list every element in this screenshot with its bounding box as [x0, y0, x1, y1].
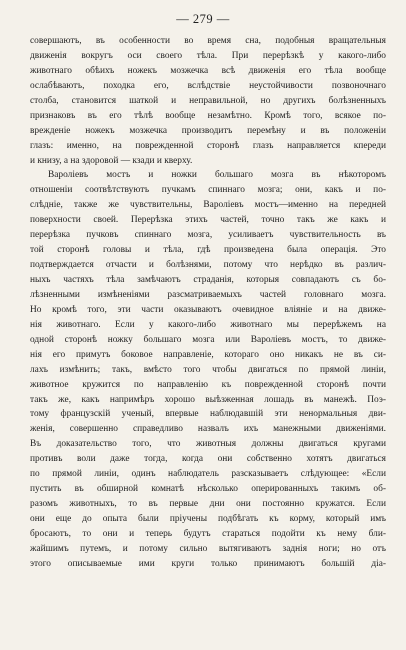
text-line: поверхности своей. Перерѣзка этихъ частей, точно такъ же какъ и [30, 215, 386, 226]
text-line: такъ же, какъ напримѣръ хорошо выѣзженная лошадь въ манежѣ. Поэ- [30, 394, 386, 405]
text-line: совершаютъ, въ особенности во время сна, подобныя вращательныя [30, 36, 386, 46]
text-line: признаковъ въ его тѣлѣ вообще незамѣтно. Кромѣ того, всякое по- [30, 110, 386, 121]
text-line: одной сторонѣ ножку большаго мозга или Вароліевъ мостъ, то движе- [30, 334, 386, 345]
text-line: подтверждается отчасти и болѣзнями, потому что нерѣдко въ различ- [30, 260, 386, 271]
text-line: Въ доказательство того, что животныя должны двигаться кругами [30, 439, 386, 450]
text-line: жайшимъ путемъ, и потому сильно вытягиваютъ заднія ноги; но отъ [30, 543, 386, 554]
text-line: бросаютъ, то они и теперь будутъ стараться подойти къ нему бли- [30, 528, 386, 539]
text-line: движенія вокругъ оси своего тѣла. При перерѣзкѣ у какого-либо [30, 50, 386, 61]
text-line: Но кромѣ того, эти части оказываютъ очевидное вліяніе и на движе- [30, 304, 386, 315]
text-line: животное кружится по направленію къ поврежденной сторонѣ почти [30, 379, 386, 390]
text-line: по прямой линіи, одинъ наблюдатель разсказываетъ слѣдующее: «Если [30, 469, 386, 480]
text-line: ослабѣваютъ, походка его, вслѣдствіе неустойчивости позвоночнаго [30, 80, 386, 91]
text-line: врежденіе ножекъ мозжечка производитъ перемѣну и въ положеніи [30, 125, 386, 136]
paragraph-2 [30, 168, 386, 571]
text-line: столба, становится шаткой и неправильной, но другихъ болѣзненныхъ [30, 95, 386, 106]
text-line: той сторонѣ головы и тѣла, гдѣ произведена была операція. Это [30, 245, 386, 256]
text-line: пустить въ обширной комнатѣ нѣсколько оперированныхъ такимъ об- [30, 484, 386, 495]
text-line: противъ воли даже тогда, когда они собственно хотятъ двигаться [30, 454, 386, 465]
body-text [30, 34, 386, 572]
text-line: они еще до опыта были пріучены подбѣгать къ корму, который имъ [30, 514, 386, 524]
text-line: и книзу, а на здоровой — кзади и кверху. [30, 155, 193, 166]
text-line: ныхъ частяхъ тѣла замѣчаютъ страданія, которыя совпадаютъ съ бо- [30, 275, 386, 285]
text-line: Вароліевъ мостъ и ножки большаго мозга въ нѣкоторомъ [48, 170, 386, 181]
text-line: перерѣзка пучковъ спиннаго мозга, усиливаетъ чувствительность въ [30, 230, 386, 241]
page-number: — 279 — [176, 12, 230, 26]
paragraph-1 [30, 34, 386, 168]
text-line: нія его примутъ боковое направленіе, котораго оно никакъ не въ си- [30, 349, 386, 360]
text-line: тому французскій ученый, впервые наблюдавшій эти ненормальныя дви- [30, 409, 386, 420]
text-line: животнаго обѣихъ ножекъ мозжечка всѣ движенія его тѣла вообще [30, 65, 386, 76]
text-line: слѣдніе, также же чувствительны, Вароліевъ мостъ—именно на передней [30, 200, 386, 211]
text-line: лахъ измѣнить; такъ, вмѣсто того чтобы двигаться по прямой линіи, [30, 364, 386, 375]
text-line: нія животнаго. Если у какого-либо животнаго мы перерѣжемъ на [30, 319, 386, 330]
text-line: женія, совершенно справедливо назвалъ ихъ манежными движеніями. [30, 424, 386, 435]
text-line: глазъ: именно, на поврежденной сторонѣ глазъ направляется кпереди [30, 140, 386, 151]
text-line: разомъ животныхъ, то въ первые дни они постоянно кружатся. Если [30, 499, 386, 510]
text-line: отношеніи соотвѣтствуютъ пучкамъ спиннаго мозга; они, какъ и по- [30, 185, 386, 196]
text-line: лѣзненными измѣненіями разсматриваемыхъ частей головнаго мозга. [30, 289, 386, 300]
text-line: этого описываемые ими круги только принимаютъ большій діа- [30, 558, 386, 569]
